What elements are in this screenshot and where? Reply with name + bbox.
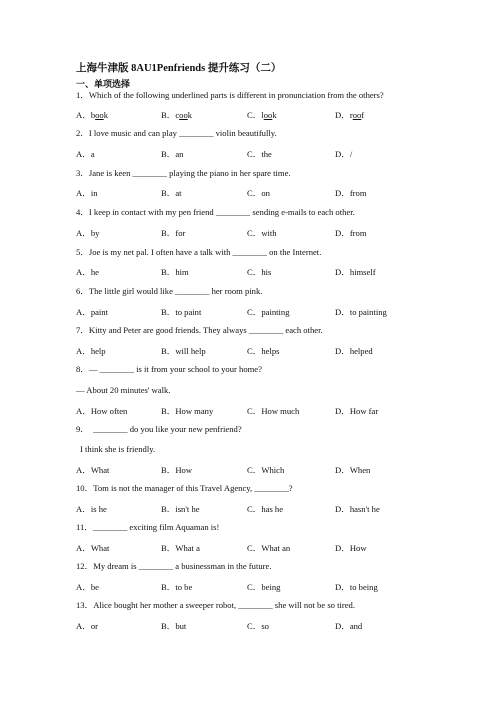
answer-option[interactable] xyxy=(335,582,378,593)
option-letter: C． xyxy=(247,504,262,514)
option-letter: A． xyxy=(76,149,91,159)
option-letter: D． xyxy=(335,110,350,120)
question-stem: 1．Which of the following underlined parts is different in pronunciation from the others? xyxy=(76,90,384,100)
option-letter: B． xyxy=(161,188,176,198)
answer-option[interactable] xyxy=(76,465,109,476)
answer-option[interactable] xyxy=(76,504,107,515)
option-letter: D． xyxy=(335,582,350,592)
answer-option[interactable] xyxy=(161,543,200,554)
answer-option[interactable] xyxy=(161,582,192,593)
option-row xyxy=(76,188,406,199)
question-stem: 2．I love music and can play ________ violin beautifully. xyxy=(76,128,277,138)
option-text: the xyxy=(261,149,272,159)
option-text: be xyxy=(90,582,99,592)
option-text: hasn't he xyxy=(349,504,380,514)
option-text: on xyxy=(261,188,270,198)
answer-option[interactable] xyxy=(161,188,182,199)
option-text: l xyxy=(261,110,264,120)
option-text: / xyxy=(349,149,353,159)
answer-option[interactable] xyxy=(76,621,98,632)
answer-option[interactable] xyxy=(335,406,378,417)
option-letter: D． xyxy=(335,149,350,159)
option-letter: C． xyxy=(247,307,262,317)
answer-option[interactable] xyxy=(335,465,370,476)
option-text: has he xyxy=(261,504,284,514)
option-text: to be xyxy=(175,582,193,592)
option-text: being xyxy=(261,582,281,592)
option-letter: B． xyxy=(161,465,176,475)
answer-option[interactable] xyxy=(335,188,367,199)
option-row xyxy=(76,149,406,160)
question-stem: 3．Jane is keen ________ playing the piano in her spare time. xyxy=(76,168,291,178)
option-text: for xyxy=(175,228,186,238)
option-letter: C． xyxy=(247,465,262,475)
dialogue-line: I think she is friendly. xyxy=(80,444,156,454)
answer-option[interactable] xyxy=(247,621,269,632)
option-text: from xyxy=(349,228,367,238)
option-row xyxy=(76,346,406,357)
option-text: by xyxy=(90,228,100,238)
question-stem: 5．Joe is my net pal. I often have a talk with ________ on the Internet. xyxy=(76,247,322,257)
option-text: r xyxy=(349,110,353,120)
option-text: How xyxy=(349,543,367,553)
option-letter: C． xyxy=(247,582,262,592)
option-letter: C． xyxy=(247,267,262,277)
option-letter: B． xyxy=(161,110,176,120)
option-letter: A． xyxy=(76,504,91,514)
option-text: will help xyxy=(175,346,206,356)
answer-option[interactable] xyxy=(161,465,192,476)
option-text: from xyxy=(349,188,367,198)
option-text: b xyxy=(90,110,96,120)
option-letter: B． xyxy=(161,504,176,514)
question-stem: 11．________ exciting film Aquaman is! xyxy=(76,522,220,532)
option-text: How xyxy=(175,465,193,475)
answer-option[interactable] xyxy=(76,228,99,239)
option-text: c xyxy=(175,110,180,120)
option-letter: D． xyxy=(335,307,350,317)
answer-option[interactable] xyxy=(335,228,367,239)
answer-option[interactable] xyxy=(76,149,95,160)
answer-option[interactable] xyxy=(247,110,277,121)
option-text: When xyxy=(349,465,371,475)
answer-option[interactable] xyxy=(335,110,364,121)
answer-option[interactable] xyxy=(161,307,201,318)
answer-option[interactable] xyxy=(247,307,290,318)
option-text: at xyxy=(175,188,182,198)
option-text: so xyxy=(261,621,269,631)
underlined-letters: oo xyxy=(95,110,104,120)
option-letter: B． xyxy=(161,228,176,238)
answer-option[interactable] xyxy=(335,346,373,357)
option-text: k xyxy=(187,110,193,120)
option-text: paint xyxy=(90,307,108,317)
underlined-letters: oo xyxy=(179,110,188,120)
option-row xyxy=(76,307,406,318)
option-text: or xyxy=(90,621,98,631)
option-letter: C． xyxy=(247,406,262,416)
answer-option[interactable] xyxy=(247,543,290,554)
question-stem: 13．Alice bought her mother a sweeper robot, ________ she will not be so tired. xyxy=(76,600,355,610)
answer-option[interactable] xyxy=(76,110,108,121)
option-text: painting xyxy=(261,307,290,317)
answer-option[interactable] xyxy=(161,406,213,417)
answer-option[interactable] xyxy=(335,267,376,278)
option-letter: C． xyxy=(247,188,262,198)
option-row xyxy=(76,110,406,121)
underlined-letters: oo xyxy=(352,110,362,120)
option-letter: A． xyxy=(76,465,91,475)
option-text: is he xyxy=(90,504,107,514)
answer-option[interactable] xyxy=(247,465,284,476)
underlined-letters: oo xyxy=(263,110,273,120)
answer-option[interactable] xyxy=(335,307,387,318)
option-letter: A． xyxy=(76,346,91,356)
answer-option[interactable] xyxy=(161,149,183,160)
answer-option[interactable] xyxy=(76,346,106,357)
option-text: How many xyxy=(175,406,214,416)
worksheet-title: 上海牛津版 8AU1Penfriends 提升练习（二） xyxy=(76,63,282,74)
option-row xyxy=(76,228,406,239)
option-letter: D． xyxy=(335,504,350,514)
answer-option[interactable] xyxy=(247,346,279,357)
option-letter: D． xyxy=(335,621,350,631)
option-letter: B． xyxy=(161,307,176,317)
answer-option[interactable] xyxy=(247,149,272,160)
answer-option[interactable] xyxy=(247,188,270,199)
answer-option[interactable] xyxy=(76,582,99,593)
option-letter: D． xyxy=(335,406,350,416)
option-text: to paint xyxy=(175,307,202,317)
option-text: helps xyxy=(261,346,280,356)
question-stem: 8．— ________ is it from your school to your home? xyxy=(76,364,262,374)
option-text: What an xyxy=(261,543,291,553)
option-letter: B． xyxy=(161,582,176,592)
question-stem: 6．The little girl would like ________ her room pink. xyxy=(76,286,263,296)
option-letter: A． xyxy=(76,582,91,592)
option-text: but xyxy=(175,621,187,631)
option-letter: B． xyxy=(161,543,176,553)
answer-option[interactable] xyxy=(247,267,271,278)
option-text: he xyxy=(90,267,99,277)
answer-option[interactable] xyxy=(161,110,192,121)
answer-option[interactable] xyxy=(161,228,185,239)
option-letter: C． xyxy=(247,346,262,356)
option-row xyxy=(76,465,406,476)
section-heading: 一、单项选择 xyxy=(76,79,131,89)
option-letter: A． xyxy=(76,621,91,631)
option-letter: D． xyxy=(335,543,350,553)
option-text: How much xyxy=(261,406,300,416)
option-row xyxy=(76,267,406,278)
question-stem: 9． ________ do you like your new penfriend? xyxy=(76,424,242,434)
question-stem: 4．I keep in contact with my pen friend ________ sending e-mails to each other. xyxy=(76,207,355,217)
option-letter: B． xyxy=(161,149,176,159)
answer-option[interactable] xyxy=(247,504,283,515)
option-text: a xyxy=(90,149,95,159)
option-text: to being xyxy=(349,582,378,592)
answer-option[interactable] xyxy=(161,504,200,515)
option-text: k xyxy=(272,110,277,120)
option-letter: C． xyxy=(247,228,262,238)
option-text: What a xyxy=(175,543,200,553)
option-letter: A． xyxy=(76,110,91,120)
option-letter: B． xyxy=(161,621,176,631)
option-letter: B． xyxy=(161,346,176,356)
option-letter: A． xyxy=(76,406,91,416)
option-row xyxy=(76,406,406,417)
question-stem: 12．My dream is ________ a businessman in the future. xyxy=(76,561,272,571)
option-row xyxy=(76,543,406,554)
option-text: with xyxy=(261,228,277,238)
option-letter: D． xyxy=(335,346,350,356)
answer-option[interactable] xyxy=(76,406,127,417)
answer-option[interactable] xyxy=(161,267,189,278)
option-text: helped xyxy=(349,346,373,356)
option-text: Which xyxy=(261,465,285,475)
answer-option[interactable] xyxy=(76,543,109,554)
option-row xyxy=(76,582,406,593)
option-letter: A． xyxy=(76,267,91,277)
option-letter: A． xyxy=(76,543,91,553)
option-letter: D． xyxy=(335,267,350,277)
option-letter: C． xyxy=(247,543,262,553)
option-letter: C． xyxy=(247,110,262,120)
option-text: What xyxy=(90,543,110,553)
option-text: What xyxy=(90,465,110,475)
answer-option[interactable] xyxy=(76,307,108,318)
option-text: isn't he xyxy=(175,504,200,514)
option-text: himself xyxy=(349,267,376,277)
option-letter: D． xyxy=(335,465,350,475)
option-letter: D． xyxy=(335,188,350,198)
option-letter: B． xyxy=(161,406,176,416)
option-letter: C． xyxy=(247,149,262,159)
option-text: him xyxy=(175,267,189,277)
dialogue-line: — About 20 minutes' walk. xyxy=(76,385,171,395)
answer-option[interactable] xyxy=(247,228,277,239)
answer-option[interactable] xyxy=(335,543,367,554)
option-row xyxy=(76,504,406,515)
option-text: f xyxy=(361,110,365,120)
option-letter: A． xyxy=(76,307,91,317)
option-text: and xyxy=(349,621,363,631)
answer-option[interactable] xyxy=(335,504,380,515)
question-stem: 10．Tom is not the manager of this Travel Agency, ________? xyxy=(76,483,293,493)
option-text: to painting xyxy=(349,307,387,317)
option-letter: D． xyxy=(335,228,350,238)
option-letter: B． xyxy=(161,267,176,277)
option-letter: C． xyxy=(247,621,262,631)
option-letter: A． xyxy=(76,188,91,198)
option-text: an xyxy=(175,149,184,159)
option-text: How far xyxy=(349,406,379,416)
option-letter: A． xyxy=(76,228,91,238)
option-row xyxy=(76,621,406,632)
answer-option[interactable] xyxy=(161,346,206,357)
answer-option[interactable] xyxy=(76,188,98,199)
option-text: k xyxy=(103,110,108,120)
question-stem: 7．Kitty and Peter are good friends. They always ________ each other. xyxy=(76,325,323,335)
answer-option[interactable] xyxy=(335,149,352,160)
answer-option[interactable] xyxy=(335,621,362,632)
option-text: his xyxy=(261,267,272,277)
answer-option[interactable] xyxy=(247,582,280,593)
answer-option[interactable] xyxy=(76,267,99,278)
answer-option[interactable] xyxy=(161,621,186,632)
option-text: help xyxy=(90,346,106,356)
answer-option[interactable] xyxy=(247,406,299,417)
option-text: in xyxy=(90,188,98,198)
option-text: How often xyxy=(90,406,128,416)
